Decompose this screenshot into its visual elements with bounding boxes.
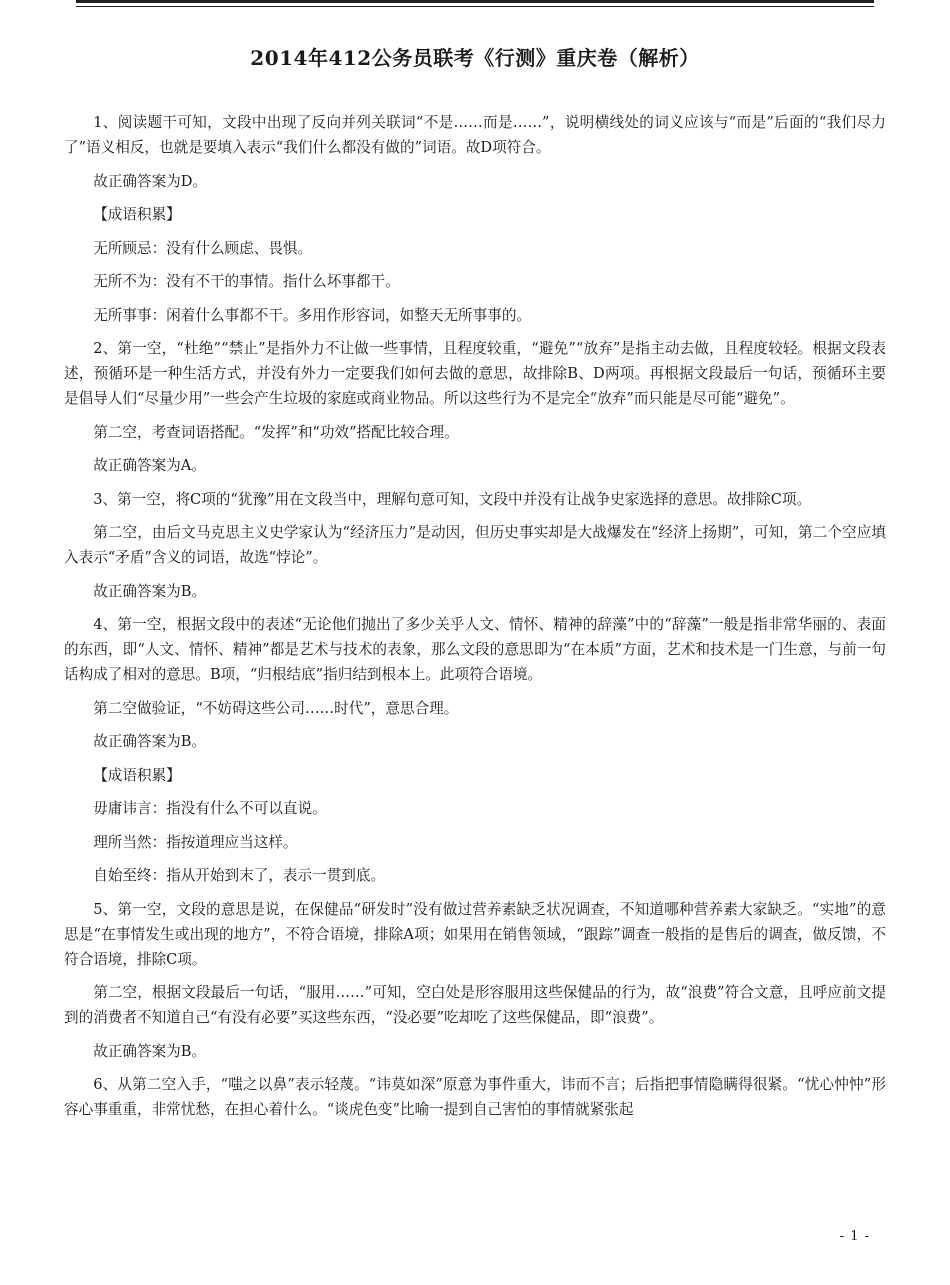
paragraph: 无所顾忌：没有什么顾虑、畏惧。 — [93, 239, 313, 257]
paragraph: 故正确答案为A。 — [93, 457, 206, 474]
paragraph: 理所当然：指按道理应当这样。 — [93, 833, 298, 851]
paragraph: 故正确答案为B。 — [93, 1042, 207, 1060]
paragraph: 第二空，根据文段最后一句话，“服用……”可知，空白处是形容服用这些保健品的行为，故“浪费”符合文意，且呼应前文提到的消费者不知道自己“有没有必要”买这些东西，“没必要”吃却吃了这些保健品，即“浪费”。 — [64, 984, 886, 1026]
paragraph: 故正确答案为B。 — [93, 582, 207, 600]
paragraph: 4、第一空，根据文段中的表述“无论他们抛出了多少关乎人文、情怀、精神的辞藻”中的“辞藻”一般是指非常华丽的、表面的东西，即“人文、情怀、精神”都是艺术与技术的表象，那么文段的意思即为“在本质”方面，艺术和技术是一门生意，与前一句话构成了相对的意思。B项，“归根结底”指归结到根本上。此项符合语境。 — [64, 616, 886, 683]
paragraph: 2、第一空，“杜绝”“禁止”是指外力不让做一些事情，且程度较重，“避免”“放弃”是指主动去做，且程度较轻。根据文段表述，预循环是一种生活方式，并没有外力一定要我们如何去做的意思，故排除B、D两项。再根据文段最后一句话，预循环主要是倡导人们“尽量少用”一些会产生垃圾的家庭或商业物品。所以这些行为不是完全“放弃”而只能是尽可能“避免”。 — [64, 340, 886, 407]
paragraph: 3、第一空，将C项的“犹豫”用在文段当中，理解句意可知，文段中并没有让战争史家选择的意思。故排除C项。 — [93, 490, 812, 508]
header-rule-thin — [76, 6, 874, 7]
paragraph: 毋庸讳言：指没有什么不可以直说。 — [93, 800, 327, 817]
paragraph: 自始至终：指从开始到末了，表示一贯到底。 — [93, 867, 386, 884]
header-rule-thick — [76, 0, 874, 3]
paragraph: 【成语积累】 — [93, 206, 181, 223]
paragraph: 故正确答案为D。 — [93, 172, 208, 190]
page-number: - 1 - — [839, 1229, 870, 1244]
paragraph: 【成语积累】 — [93, 766, 181, 784]
paragraph: 无所不为：没有不干的事情。指什么坏事都干。 — [93, 273, 400, 290]
document-body — [64, 110, 886, 1131]
paragraph: 6、从第二空入手，“嗤之以鼻”表示轻蔑。“讳莫如深”原意为事件重大，讳而不言；后指把事情隐瞒得很紧。“忧心忡忡”形容心事重重，非常忧愁，在担心着什么。“谈虎色变”比喻一提到自己害怕的事情就紧张起 — [64, 1076, 886, 1118]
paragraph: 5、第一空，文段的意思是说，在保健品“研发时”没有做过营养素缺乏状况调查，不知道哪种营养素大家缺乏。“实地”的意思是“在事情发生或出现的地方”，不符合语境，排除A项；如果用在销售领域，“跟踪”调查一般指的是售后的调查，做反馈，不符合语境，排除C项。 — [64, 900, 886, 968]
paragraph: 1、阅读题干可知，文段中出现了反向并列关联词“不是……而是……”，说明横线处的词义应该与“而是”后面的“我们尽力了”语义相反，也就是要填入表示“我们什么都没有做的”词语。故D项符合。 — [64, 114, 886, 156]
paragraph: 第二空，考查词语搭配。“发挥”和“功效”搭配比较合理。 — [93, 423, 459, 441]
document-title: 2014年412公务员联考《行测》重庆卷（解析） — [250, 46, 700, 70]
paragraph: 第二空做验证，“不妨碍这些公司……时代”，意思合理。 — [93, 699, 459, 717]
paragraph: 故正确答案为B。 — [93, 733, 207, 750]
paragraph: 无所事事：闲着什么事都不干。多用作形容词，如整天无所事事的。 — [93, 306, 532, 324]
paragraph: 第二空，由后文马克思主义史学家认为“经济压力”是动因，但历史事实却是大战爆发在“经济上扬期”，可知，第二个空应填入表示“矛盾”含义的词语，故选“悖论”。 — [64, 524, 886, 566]
